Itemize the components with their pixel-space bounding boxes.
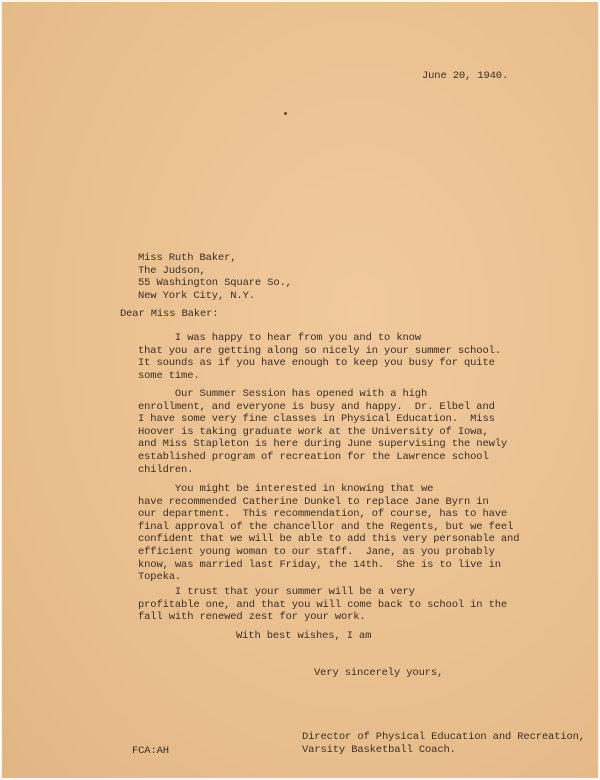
text-line: I trust that your summer will be a very bbox=[138, 586, 415, 598]
text-line: Topeka. bbox=[138, 571, 182, 584]
text-line: have recommended Catherine Dunkel to replace Jane Byrn in bbox=[138, 495, 489, 508]
text-line: You might be interested in knowing that we bbox=[138, 483, 434, 495]
text-line: know, was married last Friday, the 14th. She is to live in bbox=[138, 558, 501, 571]
text-line: confident that we will be able to add this very personable and bbox=[138, 533, 520, 546]
text-line: and Miss Stapleton is here during June supervising the newly bbox=[138, 438, 508, 451]
closing-line: With best wishes, I am bbox=[236, 630, 372, 642]
signature-title: Director of Physical Education and Recreation, bbox=[302, 731, 585, 743]
text-line: profitable one, and that you will come back to school in the bbox=[138, 598, 508, 611]
text-line: enrollment, and everyone is busy and happy. Dr. Elbel and bbox=[138, 400, 495, 413]
complimentary-close: Very sincerely yours, bbox=[314, 667, 444, 679]
signature-title: Varsity Basketball Coach. bbox=[302, 743, 456, 756]
text-line: Our Summer Session has opened with a high bbox=[138, 388, 428, 400]
text-line: established program of recreation for the Lawrence school bbox=[138, 450, 489, 463]
paragraph-2 bbox=[138, 388, 507, 476]
letter-date: June 20, 1940. bbox=[422, 70, 509, 82]
punch-mark bbox=[284, 112, 287, 115]
reference-initials: FCA:AH bbox=[132, 745, 169, 757]
address-line: The Judson, bbox=[138, 264, 206, 277]
text-line: efficient young woman to our staff. Jane, as you probably bbox=[138, 545, 495, 558]
signature-block bbox=[302, 731, 585, 756]
letter-page bbox=[2, 2, 598, 778]
text-line: Hoover is taking graduate work at the University of Iowa, bbox=[138, 425, 489, 438]
address-line: New York City, N.Y. bbox=[138, 289, 255, 302]
text-line: It sounds as if you have enough to keep you busy for quite bbox=[138, 357, 495, 370]
text-line: fall with renewed zest for your work. bbox=[138, 611, 366, 624]
salutation: Dear Miss Baker: bbox=[120, 308, 219, 320]
paragraph-3 bbox=[138, 483, 519, 584]
text-line: children. bbox=[138, 463, 194, 476]
text-line: some time. bbox=[138, 369, 200, 382]
address-line: 55 Washington Square So., bbox=[138, 277, 292, 290]
paragraph-1 bbox=[138, 332, 501, 382]
text-line: our department. This recommendation, of course, has to have bbox=[138, 508, 508, 521]
text-line: that you are getting along so nicely in your summer school. bbox=[138, 344, 501, 357]
paragraph-4 bbox=[138, 586, 507, 624]
text-line: final approval of the chancellor and the Regents, but we feel bbox=[138, 520, 514, 533]
address-line: Miss Ruth Baker, bbox=[138, 252, 237, 264]
text-line: I was happy to hear from you and to know bbox=[138, 332, 421, 344]
text-line: I have some very fine classes in Physical Education. Miss bbox=[138, 413, 495, 426]
recipient-address bbox=[138, 252, 292, 302]
